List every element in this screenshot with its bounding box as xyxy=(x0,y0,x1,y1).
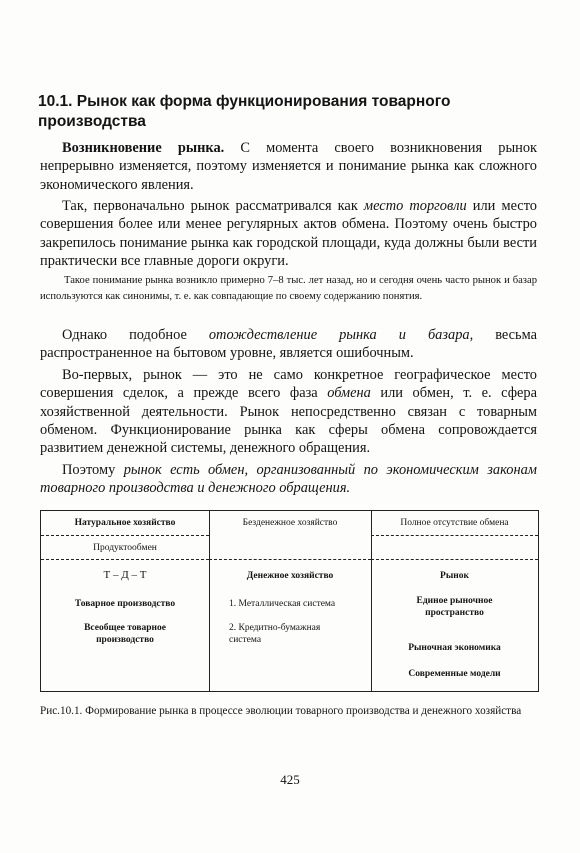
paragraph-text: , весьма распространенное на бытовом уровне, является ошибочным. xyxy=(40,327,537,362)
paragraph-text: или место совершения более или менее регулярных актов обмена. Поэтому очень быстро закрепилось понимание рынка как городской площади, куда должны были вести практически все главные дороги округи. xyxy=(40,198,537,269)
paragraph-text: Поэтому xyxy=(62,462,124,478)
figure-col2-header: Безденежное хозяйство xyxy=(242,518,338,528)
paragraph-text: Во-первых, рынок — это не само конкретное географическое место совершения сделок, а прежде всего фаза xyxy=(40,367,537,402)
figure-dashed-line xyxy=(371,535,538,536)
figure-market-formation xyxy=(40,510,539,692)
paragraph-firstly xyxy=(40,366,537,457)
figure-dashed-line xyxy=(41,559,209,560)
emphasis-text: отождествление рынка и базара xyxy=(208,327,470,343)
small-print-note: Такое понимание рынка возникло примерно 7–8 тыс. лет назад, но и сегодня очень часто рынок и базар используются как синонимы, т. е. как совпадающие по своему содержанию понятия. xyxy=(40,275,537,302)
emphasis-text: рынок есть обмен, организованный по экономическим законам товарного производства и денежного обращения. xyxy=(40,462,537,497)
figure-col2-item: 1. Металлическая система xyxy=(229,599,336,609)
figure-col2-item: 2. Кредитно-бумажная система xyxy=(229,623,321,645)
figure-col3-item: Рынок xyxy=(440,571,469,581)
figure-col1-header: Натуральное хозяйство xyxy=(74,518,176,528)
paragraph-text: С момента своего возникновения рынок непрерывно изменяется, поэтому изменяется и понимание рынка как сложного экономического явления. xyxy=(40,140,538,193)
paragraph-lead: Возникновение рынка. xyxy=(62,140,225,156)
figure-divider xyxy=(209,511,210,691)
figure-col1-item: Т – Д – Т xyxy=(103,569,147,581)
figure-caption: Рис.10.1. Формирование рынка в процессе эволюции товарного производства и денежного хозяйства xyxy=(40,705,522,717)
figure-col1-item: Товарное производство xyxy=(74,599,176,609)
figure-col3-header: Полное отсутствие обмена xyxy=(400,518,509,528)
section-title: 10.1. Рынок как форма функционирования товарного производства xyxy=(38,93,451,130)
figure-col1-item: Всеобщее товарное производство xyxy=(84,623,166,645)
paragraph-identification xyxy=(40,326,537,363)
paragraph-text: или обмен, т. е. сфера хозяйственной деятельности. Рынок непосредственно связан с товарным обменом. Функционирование рынка как сферы обмена сопровождается развитием денежной системы, денежного обращения. xyxy=(40,385,537,457)
figure-dashed-line xyxy=(41,535,209,536)
paragraph-early-understanding xyxy=(40,197,537,270)
page-number: 425 xyxy=(280,772,300,787)
figure-col2-item: Денежное хозяйство xyxy=(246,571,334,581)
emphasis-text: место торговли xyxy=(363,198,467,214)
figure-col3-item: Рыночная экономика xyxy=(408,643,501,653)
figure-col3-item: Единое рыночное пространство xyxy=(416,596,493,618)
figure-divider xyxy=(371,511,372,691)
emphasis-text: обмена xyxy=(327,385,371,402)
figure-col3-item: Современные модели xyxy=(408,669,501,679)
figure-col1-sub: Продуктообмен xyxy=(93,543,157,553)
figure-dashed-line xyxy=(209,559,371,560)
figure-dashed-line xyxy=(371,559,538,560)
paragraph-text: Так, первоначально рынок рассматривался как xyxy=(62,198,364,214)
paragraph-definition xyxy=(40,461,537,498)
paragraph-text: Однако подобное xyxy=(62,327,209,343)
paragraph-market-origin xyxy=(40,139,537,194)
